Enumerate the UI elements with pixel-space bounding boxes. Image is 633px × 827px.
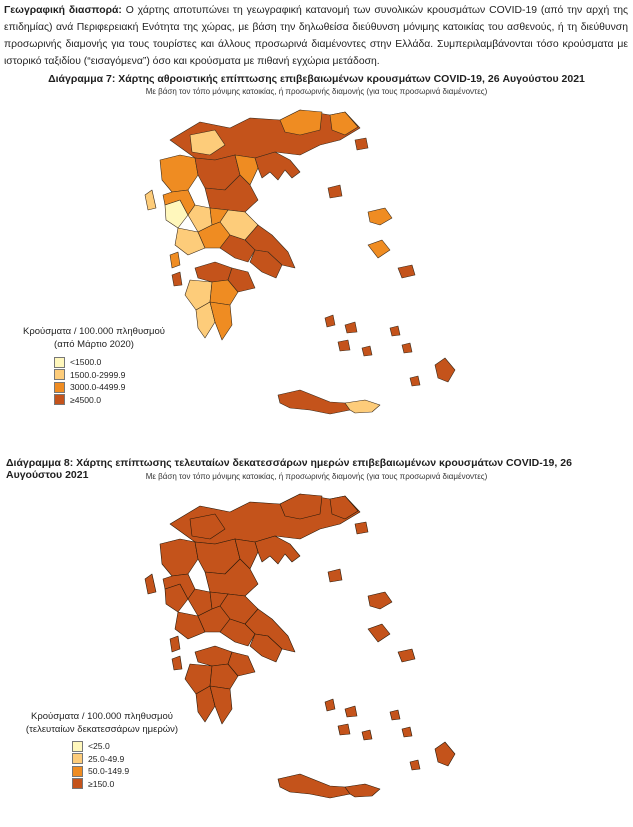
intro-lead: Γεωγραφική διασπορά:	[4, 5, 122, 16]
map2-legend	[12, 710, 192, 790]
region	[368, 592, 392, 609]
region	[325, 315, 335, 327]
legend-entry	[54, 356, 174, 369]
region	[368, 240, 390, 258]
region	[325, 699, 335, 711]
map2-subtitle: Με βάση τον τόπο μόνιμης κατοικίας, ή προσωρινής διαμονής (για τους προσωρινά διαμένοντες)	[145, 472, 488, 481]
region	[402, 727, 412, 737]
legend-label: ≥150.0	[88, 778, 115, 789]
region	[160, 155, 198, 192]
region	[170, 252, 180, 268]
region	[328, 185, 342, 198]
legend-swatch	[72, 741, 83, 752]
region	[410, 760, 420, 770]
region	[280, 110, 322, 135]
legend-swatch	[54, 357, 65, 368]
region	[368, 208, 392, 225]
region	[402, 343, 412, 353]
map1-legend	[14, 325, 174, 406]
legend-entry	[72, 778, 192, 791]
region	[368, 624, 390, 642]
region	[345, 400, 380, 413]
region	[398, 649, 415, 662]
map1-title: Διάγραμμα 7: Χάρτης αθροιστικής επίπτωσης επιβεβαιωμένων κρουσμάτων COVID-19, 26 Αυγούστου 2021	[48, 73, 585, 85]
map2-legend-subtitle: (τελευταίων δεκατεσσάρων ημερών)	[25, 724, 179, 735]
region	[435, 358, 455, 382]
legend-entry	[54, 394, 174, 407]
map1-legend-subtitle: (από Μάρτιο 2020)	[54, 339, 134, 350]
region	[328, 569, 342, 582]
region	[145, 574, 156, 594]
region	[255, 536, 300, 564]
legend-swatch	[54, 394, 65, 405]
legend-swatch	[54, 382, 65, 393]
legend-entry	[54, 369, 174, 382]
region	[435, 742, 455, 766]
map1-subtitle: Με βάση τον τόπο μόνιμης κατοικίας, ή προσωρινής διαμονής (για τους προσωρινά διαμένοντες)	[145, 87, 488, 96]
region	[280, 494, 322, 519]
legend-swatch	[54, 369, 65, 380]
region	[170, 636, 180, 652]
region	[195, 262, 232, 282]
legend-entry	[72, 740, 192, 753]
legend-entry	[72, 765, 192, 778]
legend-label: 50.0-149.9	[88, 766, 130, 777]
legend-entry	[72, 753, 192, 766]
region	[338, 340, 350, 351]
map2-title: Διάγραμμα 8: Χάρτης επίπτωσης τελευταίων δεκατεσσάρων ημερών επιβεβαιωμένων κρουσμάτων COVID-19, 26 Αυγούστου 2021	[6, 457, 572, 481]
legend-label: 25.0-49.9	[88, 753, 125, 764]
region	[355, 522, 368, 534]
region	[195, 646, 232, 666]
region	[278, 390, 350, 414]
region	[160, 539, 198, 576]
region	[390, 326, 400, 336]
map1-legend-title: Κρούσματα / 100.000 πληθυσμού	[23, 326, 165, 337]
map2-legend-title: Κρούσματα / 100.000 πληθυσμού	[31, 711, 173, 722]
region	[172, 656, 182, 670]
region	[145, 190, 156, 210]
legend-swatch	[72, 778, 83, 789]
region	[278, 774, 350, 798]
legend-label: 3000.0-4499.9	[70, 382, 126, 393]
region	[345, 784, 380, 797]
region	[338, 724, 350, 735]
intro-paragraph	[4, 2, 628, 70]
region	[345, 706, 357, 717]
region	[362, 346, 372, 356]
intro-text: Ο χάρτης αποτυπώνει τη γεωγραφική κατανομή των συνολικών κρουσμάτων COVID-19 (από την αρχή της επιδημίας) ανά Περιφερειακή Ενότητα της χώρας, με βάση την δηλωθείσα διεύθυνση μόνιμης κατοικίας του ασθενούς, ή τη διεύθυνση προσωρινής διαμονής για τους τουρίστες και άλλους προσωρινά διαμένοντες στην Ελλάδα. Συμπεριλαμβάνονται τόσο κρούσματα με ιστορικό ταξιδίου (“εισαγόμενα”) όσο και κρούσματα με πιθανή εγχώρια μετάδοση.	[4, 5, 628, 67]
legend-entry	[54, 381, 174, 394]
legend-swatch	[72, 753, 83, 764]
region	[410, 376, 420, 386]
legend-label: 1500.0-2999.9	[70, 369, 126, 380]
region	[390, 710, 400, 720]
legend-swatch	[72, 766, 83, 777]
region	[362, 730, 372, 740]
legend-label: <25.0	[88, 741, 110, 752]
region	[255, 152, 300, 180]
region	[398, 265, 415, 278]
region	[172, 272, 182, 286]
legend-label: ≥4500.0	[70, 394, 102, 405]
region	[355, 138, 368, 150]
region	[345, 322, 357, 333]
legend-label: <1500.0	[70, 357, 102, 368]
